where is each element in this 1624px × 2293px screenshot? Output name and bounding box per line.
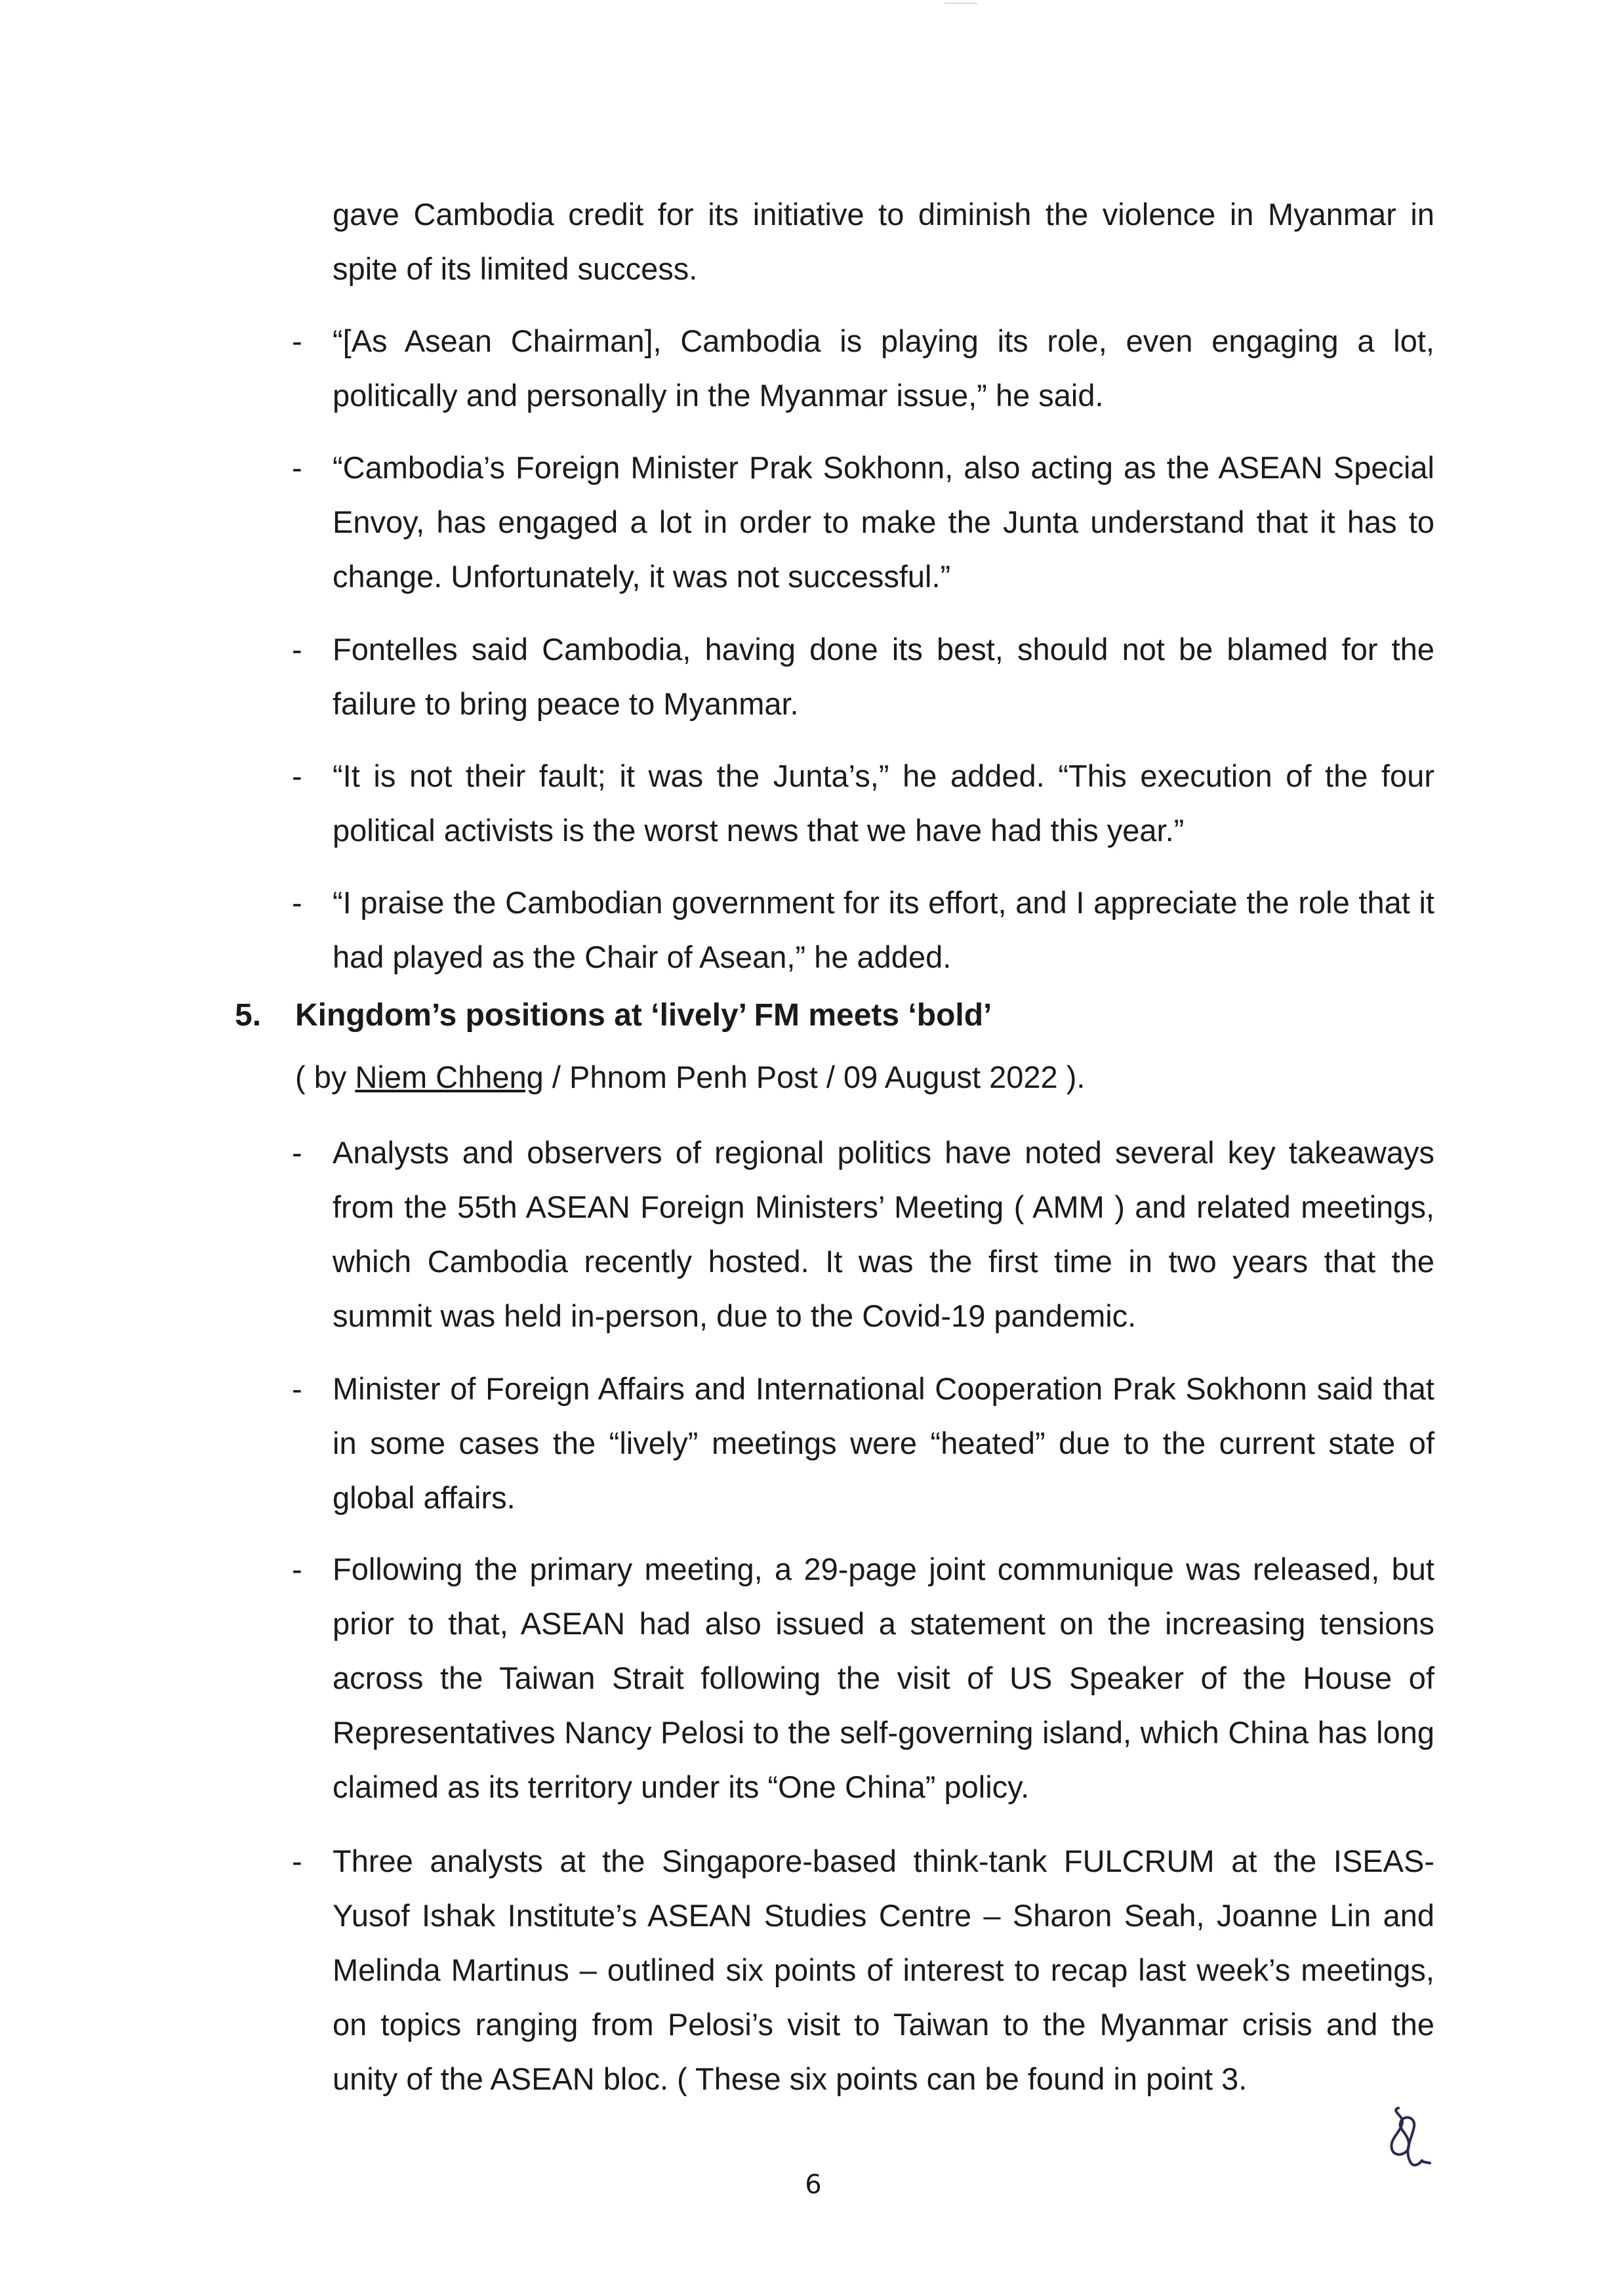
scan-artifact	[944, 3, 977, 4]
section-number: 5.	[235, 998, 262, 1033]
bullet-marker: -	[292, 632, 302, 667]
intro-paragraph: gave Cambodia credit for its initiative to diminish the violence in Myanmar in spite of its limited success.	[333, 197, 1434, 286]
bullet-text: “Cambodia’s Foreign Minister Prak Sokhonn, also acting as the ASEAN Special Envoy, has engaged a lot in order to make the Junta understand that it has to change. Unfortunately, it was not successful.”	[333, 450, 1434, 594]
page-number: 6	[805, 2170, 822, 2200]
bullet-marker: -	[292, 1371, 302, 1406]
bullet-marker: -	[292, 758, 302, 793]
bullet-text: “I praise the Cambodian government for its effort, and I appreciate the role that it had played as the Chair of Asean,” he added.	[333, 885, 1434, 974]
bullet-marker: -	[292, 450, 302, 485]
byline-suffix: / Phnom Penh Post / 09 August 2022 ).	[543, 1060, 1086, 1094]
bullet-marker: -	[292, 323, 302, 358]
section-heading: Kingdom’s positions at ‘lively’ FM meets ‘bold’	[295, 998, 992, 1033]
handwritten-initial-icon	[1384, 2103, 1436, 2175]
bullet-marker: -	[292, 885, 302, 920]
bullet-marker: -	[292, 1135, 302, 1170]
bullet-text: Analysts and observers of regional politics have noted several key takeaways from the 55th ASEAN Foreign Ministers’ Meeting ( AMM ) and related meetings, which Cambodia recently hosted. It was the first time in two years that the summit was held in-person, due to the Covid-19 pandemic.	[333, 1135, 1434, 1333]
bullet-text: Minister of Foreign Affairs and International Cooperation Prak Sokhonn said that in some cases the “lively” meetings were “heated” due to the current state of global affairs.	[333, 1371, 1434, 1515]
bullet-marker: -	[292, 1844, 302, 1878]
byline-author-link[interactable]: Niem Chheng	[355, 1060, 544, 1094]
byline-prefix: ( by	[295, 1060, 355, 1094]
bullet-text: “[As Asean Chairman], Cambodia is playing its role, even engaging a lot, politically and personally in the Myanmar issue,” he said.	[333, 323, 1434, 413]
bullet-text: “It is not their fault; it was the Junta’s,” he added. “This execution of the four political activists is the worst news that we have had this year.”	[333, 758, 1434, 848]
bullet-marker: -	[292, 1552, 302, 1586]
bullet-text: Three analysts at the Singapore-based think-tank FULCRUM at the ISEAS-Yusof Ishak Institute’s ASEAN Studies Centre – Sharon Seah, Joanne Lin and Melinda Martinus – outlined six points of interest to recap last week’s meetings, on topics ranging from Pelosi’s visit to Taiwan to the Myanmar crisis and the unity of the ASEAN bloc. ( These six points can be found in point 3.	[333, 1844, 1434, 2096]
article-byline	[295, 1050, 1085, 1104]
bullet-text: Fontelles said Cambodia, having done its best, should not be blamed for the failure to bring peace to Myanmar.	[333, 632, 1434, 721]
bullet-text: Following the primary meeting, a 29-page joint communique was released, but prior to that, ASEAN had also issued a statement on the increasing tensions across the Taiwan Strait following the visit of US Speaker of the House of Representatives Nancy Pelosi to the self-governing island, which China has long claimed as its territory under its “One China” policy.	[333, 1552, 1434, 1804]
